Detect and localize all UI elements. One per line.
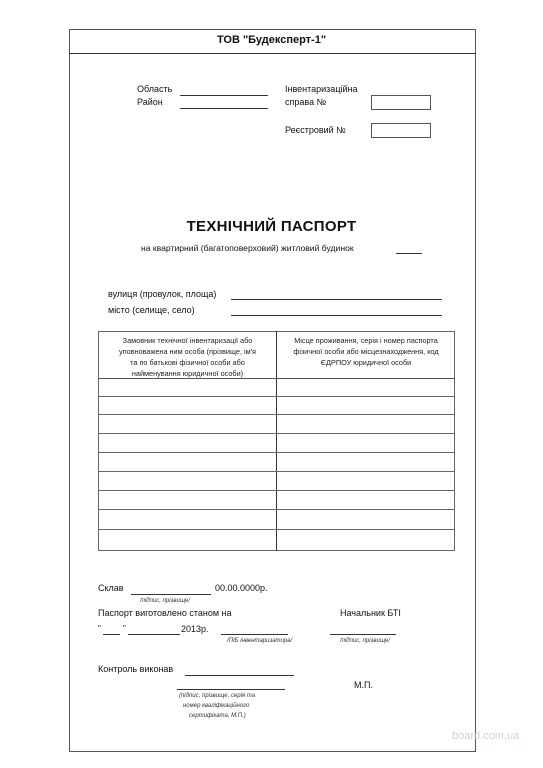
subtitle: на квартирний (багатоповерховий) житловий будинок bbox=[141, 243, 354, 253]
sklav-note: /підпис, прізвище/ bbox=[140, 598, 190, 604]
header-divider bbox=[69, 53, 476, 54]
control-certificate-field[interactable] bbox=[177, 689, 285, 690]
table-header-col1 bbox=[100, 335, 275, 379]
rayon-field[interactable] bbox=[180, 108, 268, 109]
watermark-text: board.com.ua bbox=[452, 730, 520, 742]
control-label: Контроль виконав bbox=[98, 664, 174, 674]
table-row bbox=[98, 433, 455, 434]
control-note-2: номер кваліфікаційного bbox=[183, 703, 250, 709]
date-quote-open: " bbox=[98, 624, 101, 633]
sklav-label: Склав bbox=[98, 583, 124, 593]
table-row bbox=[98, 414, 455, 415]
inventor-field[interactable] bbox=[221, 634, 288, 635]
table-row bbox=[98, 396, 455, 397]
col1-line4: найменування юридичної особи) bbox=[131, 369, 244, 378]
inventory-label-1: Інвентаризаційна bbox=[285, 84, 358, 94]
year-label: 2013р. bbox=[181, 624, 209, 634]
sklav-date: 00.00.0000р. bbox=[215, 583, 268, 593]
table-row bbox=[98, 490, 455, 491]
table-row bbox=[98, 529, 455, 530]
table-row bbox=[98, 452, 455, 453]
table-header-col2 bbox=[278, 335, 454, 368]
table-row bbox=[98, 378, 455, 379]
head-signature-field[interactable] bbox=[330, 634, 396, 635]
month-field[interactable] bbox=[128, 634, 180, 635]
inventory-number-box[interactable] bbox=[371, 95, 431, 110]
col1-line1: Замовник технічної інвентаризації або bbox=[122, 336, 253, 345]
head-signature-note: /підпис, прізвище/ bbox=[340, 638, 390, 644]
city-label: місто (селище, село) bbox=[108, 305, 195, 315]
sklav-signature-field[interactable] bbox=[131, 594, 211, 595]
control-note-3: сертифіката, М.П.) bbox=[189, 713, 246, 719]
head-bti-label: Начальник БТІ bbox=[340, 608, 401, 618]
city-field[interactable] bbox=[231, 315, 442, 316]
registry-number-box[interactable] bbox=[371, 123, 431, 138]
control-signature-field[interactable] bbox=[185, 675, 294, 676]
col2-line2: фізичної особи або місцезнаходження, код bbox=[293, 347, 439, 356]
table-row bbox=[98, 509, 455, 510]
col2-line1: Місце проживання, серія і номер паспорта bbox=[294, 336, 438, 345]
street-label: вулиця (провулок, площа) bbox=[108, 289, 217, 299]
control-note-1: (підпис, прізвище, серія та bbox=[179, 693, 256, 699]
passport-prepared-label: Паспорт виготовлено станом на bbox=[98, 608, 232, 618]
company-name: ТОВ "Будексперт-1" bbox=[216, 34, 327, 46]
inventory-label-2: справа № bbox=[285, 97, 327, 107]
oblast-field[interactable] bbox=[180, 95, 268, 96]
inventor-note: /ПІБ інвентаризатора/ bbox=[227, 638, 293, 644]
day-field[interactable] bbox=[103, 634, 120, 635]
registry-label: Реєстровий № bbox=[285, 125, 346, 135]
col1-line2: уповноважена ним особа (прізвище, ім'я bbox=[119, 347, 256, 356]
oblast-label: Область bbox=[137, 84, 173, 94]
col2-line3: ЄДРПОУ юридичної особи bbox=[320, 358, 412, 367]
col1-line3: та по батькові фізичної особи або bbox=[130, 358, 245, 367]
table-row bbox=[98, 471, 455, 472]
date-quote-close: " bbox=[123, 624, 126, 633]
rayon-label: Район bbox=[137, 97, 163, 107]
mp-label: М.П. bbox=[354, 680, 373, 690]
street-field[interactable] bbox=[231, 299, 442, 300]
table-column-divider bbox=[276, 331, 277, 551]
page-title: ТЕХНІЧНИЙ ПАСПОРТ bbox=[186, 218, 357, 235]
building-number-field[interactable] bbox=[396, 253, 422, 254]
